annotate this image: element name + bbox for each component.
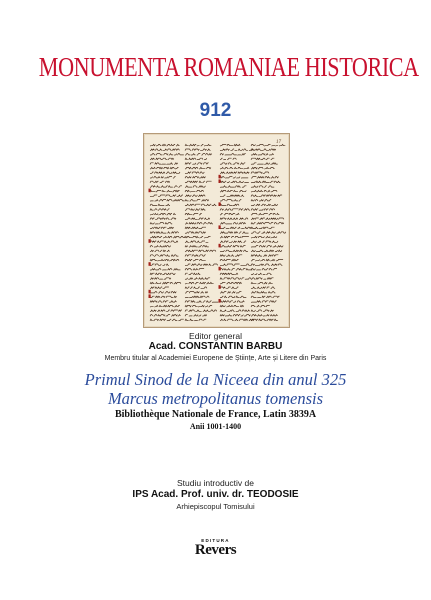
manuscript-script-line <box>220 259 239 261</box>
intro-author-name: IPS Acad. Prof. univ. dr. TEODOSIE <box>132 489 299 500</box>
manuscript-script-line <box>150 195 183 197</box>
manuscript-script-line <box>220 209 250 211</box>
intro-role: Studiu introductiv de <box>176 478 255 488</box>
manuscript-script-line <box>220 154 246 156</box>
manuscript-script-line <box>150 181 170 183</box>
manuscript-script-line <box>251 200 271 202</box>
manuscript-script-line <box>220 218 248 220</box>
manuscript-script-line <box>251 186 274 188</box>
manuscript-script-line <box>220 149 253 151</box>
series-title: MONUMENTA ROMANIAE HISTORICA <box>38 52 419 82</box>
manuscript-initial <box>149 189 151 193</box>
manuscript-script-line <box>220 269 252 271</box>
manuscript-script-line <box>150 167 179 169</box>
manuscript-script-line <box>185 144 211 146</box>
manuscript-script-line <box>185 181 212 183</box>
manuscript-initial <box>219 175 221 179</box>
manuscript-script-line <box>150 149 180 151</box>
manuscript-script-line <box>220 255 242 257</box>
manuscript-script-line <box>220 236 249 238</box>
manuscript-script-line <box>251 223 284 225</box>
manuscript-script-line <box>220 167 249 169</box>
manuscript-script-line <box>251 246 283 248</box>
publisher-label: EDITURA <box>201 538 230 543</box>
manuscript-initial <box>219 179 221 183</box>
manuscript-script-line <box>220 273 238 275</box>
manuscript-script-line <box>220 223 246 225</box>
manuscript-script-line <box>150 227 174 229</box>
manuscript-script-line <box>220 250 248 252</box>
manuscript-script-line <box>185 209 205 211</box>
manuscript-script-line <box>185 315 207 317</box>
manuscript-script-line <box>251 154 274 156</box>
manuscript-script-line <box>220 186 246 188</box>
manuscript-script-line <box>150 144 180 146</box>
manuscript-script-line <box>185 163 209 165</box>
manuscript-initial <box>219 285 221 289</box>
manuscript-script-line <box>220 310 250 312</box>
manuscript-script-line <box>150 209 170 211</box>
manuscript-script-line <box>220 278 251 280</box>
manuscript-page-number: 17 <box>276 140 281 145</box>
manuscript-script-line <box>220 296 246 298</box>
manuscript-script-line <box>251 209 275 211</box>
manuscript-script-line <box>185 246 209 248</box>
manuscript-script-line <box>185 200 209 202</box>
manuscript-initial <box>219 225 221 229</box>
manuscript-initial <box>219 299 221 303</box>
manuscript-initial <box>149 290 151 294</box>
manuscript-script-line <box>251 158 274 160</box>
publisher-logo: Revers <box>194 542 237 558</box>
manuscript-script-line <box>220 227 251 229</box>
manuscript-script-line <box>150 282 181 284</box>
manuscript-script-line <box>251 273 272 275</box>
manuscript-script-line <box>251 213 279 215</box>
manuscript-script-line <box>220 172 249 174</box>
manuscript-script-line <box>185 287 207 289</box>
manuscript-script-line <box>150 218 176 220</box>
manuscript-script-line <box>150 223 172 225</box>
manuscript-script-line <box>220 282 242 284</box>
manuscript-script-line <box>220 213 239 215</box>
manuscript-script-line <box>220 190 246 192</box>
manuscript-script-line <box>251 167 275 169</box>
manuscript-initial <box>219 267 221 271</box>
manuscript-script-line <box>185 250 216 252</box>
manuscript-script-line <box>251 319 278 321</box>
manuscript-initial <box>149 239 151 243</box>
manuscript-script-line <box>185 195 205 197</box>
manuscript-script-line <box>220 287 238 289</box>
manuscript-script-line <box>185 273 200 275</box>
manuscript-script-line <box>185 278 210 280</box>
manuscript-script-line <box>150 264 169 266</box>
manuscript-script-line <box>185 236 211 238</box>
manuscript-script-line <box>150 177 176 179</box>
manuscript-script-line <box>185 301 218 303</box>
manuscript-script-line <box>220 241 246 243</box>
manuscript-script-line <box>150 213 176 215</box>
manuscript-script-line <box>251 227 275 229</box>
manuscript-script-line <box>220 292 241 294</box>
manuscript-script-line <box>251 181 280 183</box>
manuscript-script-line <box>150 158 174 160</box>
manuscript-script-line <box>220 181 249 183</box>
manuscript-script-line <box>220 264 252 266</box>
manuscript-script-line <box>251 255 278 257</box>
manuscript-script-line <box>220 301 244 303</box>
manuscript-initial <box>149 262 151 266</box>
manuscript-script-line <box>150 204 170 206</box>
manuscript-script-line <box>185 264 218 266</box>
manuscript-script-line <box>150 250 170 252</box>
manuscript-script-line <box>251 149 276 151</box>
editor-name: Acad. CONSTANTIN BARBU <box>148 341 283 352</box>
manuscript-script-line <box>150 154 184 156</box>
manuscript-script-line <box>251 204 278 206</box>
manuscript-script-line <box>150 232 179 234</box>
manuscript-script-line <box>150 190 180 192</box>
manuscript-script-line <box>251 218 284 220</box>
manuscript-script-line <box>150 255 178 257</box>
manuscript-script-line <box>185 218 210 220</box>
manuscript-script-line <box>251 163 278 165</box>
manuscript-script-line <box>185 305 212 307</box>
manuscript-script-line <box>251 177 279 179</box>
manuscript-script-line <box>150 163 178 165</box>
manuscript-script-line <box>185 177 206 179</box>
work-title-line1: Primul Sinod de la Niceea din anul 325 <box>84 370 347 389</box>
manuscript-script-line <box>220 163 245 165</box>
manuscript-script-line <box>185 269 204 271</box>
manuscript-page-svg <box>144 134 289 327</box>
manuscript-script-line <box>251 305 270 307</box>
volume-number: 912 <box>199 100 232 121</box>
manuscript-script-line <box>150 315 180 317</box>
manuscript-script-line <box>251 190 277 192</box>
manuscript-script-line <box>251 269 277 271</box>
manuscript-script-line <box>150 319 184 321</box>
manuscript-script-line <box>150 241 178 243</box>
manuscript-script-line <box>150 236 185 238</box>
manuscript-initial <box>219 244 221 248</box>
manuscript-script-line <box>220 200 241 202</box>
editor-description: Membru titular al Academiei Europene de Științe, Arte și Litere din Paris <box>104 355 327 362</box>
manuscript-script-line <box>220 177 248 179</box>
manuscript-script-line <box>220 305 244 307</box>
manuscript-script-line <box>150 172 180 174</box>
editor-role: Editor general <box>189 331 242 341</box>
manuscript-script-line <box>251 195 282 197</box>
manuscript-image <box>143 133 290 328</box>
manuscript-script-line <box>185 204 216 206</box>
manuscript-script-line <box>150 287 169 289</box>
manuscript-script-line <box>150 269 180 271</box>
manuscript-script-line <box>185 213 202 215</box>
manuscript-script-line <box>150 296 177 298</box>
manuscript-script-line <box>150 305 180 307</box>
manuscript-script-line <box>150 200 185 202</box>
manuscript-script-line <box>220 232 249 234</box>
manuscript-initial <box>149 294 151 298</box>
manuscript-script-line <box>251 282 273 284</box>
manuscript-source: Bibliothèque Nationale de France, Latin 3839A <box>114 409 317 420</box>
manuscript-script-line <box>251 296 280 298</box>
manuscript-script-line <box>185 292 208 294</box>
manuscript-script-line <box>185 255 206 257</box>
manuscript-script-line <box>185 223 213 225</box>
manuscript-years: Anii 1001-1400 <box>189 422 242 431</box>
manuscript-script-line <box>251 301 277 303</box>
manuscript-script-line <box>150 310 182 312</box>
manuscript-script-line <box>220 204 239 206</box>
manuscript-script-line <box>185 172 204 174</box>
manuscript-script-line <box>251 236 277 238</box>
manuscript-script-line <box>185 259 206 261</box>
manuscript-script-line <box>220 195 244 197</box>
manuscript-script-line <box>220 315 250 317</box>
manuscript-script-line <box>251 232 286 234</box>
manuscript-script-line <box>220 158 236 160</box>
manuscript-script-line <box>150 292 176 294</box>
manuscript-script-line <box>251 315 278 317</box>
manuscript-script-line <box>185 167 211 169</box>
manuscript-script-line <box>150 278 171 280</box>
manuscript-script-line <box>185 186 206 188</box>
manuscript-script-line <box>220 246 246 248</box>
manuscript-script-line <box>251 172 269 174</box>
work-title-line2: Marcus metropolitanus tomensis <box>107 389 324 408</box>
manuscript-script-line <box>251 264 282 266</box>
manuscript-script-line <box>150 301 176 303</box>
manuscript-script-line <box>185 319 206 321</box>
manuscript-script-line <box>251 259 283 261</box>
manuscript-script-line <box>220 144 240 146</box>
manuscript-script-line <box>185 310 217 312</box>
manuscript-script-line <box>251 287 275 289</box>
manuscript-script-line <box>185 282 214 284</box>
manuscript-script-line <box>251 310 274 312</box>
manuscript-script-line <box>150 273 175 275</box>
manuscript-script-line <box>150 186 182 188</box>
manuscript-script-line <box>185 296 209 298</box>
manuscript-script-line <box>150 259 179 261</box>
manuscript-script-line <box>185 149 211 151</box>
manuscript-script-line <box>251 250 282 252</box>
manuscript-script-line <box>251 292 275 294</box>
manuscript-script-line <box>185 227 206 229</box>
manuscript-script-line <box>251 241 278 243</box>
manuscript-script-line <box>251 278 274 280</box>
manuscript-script-line <box>185 241 208 243</box>
intro-author-description: Arhiepiscopul Tomisului <box>176 502 255 511</box>
manuscript-script-line <box>185 158 207 160</box>
manuscript-script-line <box>185 232 206 234</box>
manuscript-script-line <box>185 190 204 192</box>
manuscript-script-line <box>220 319 254 321</box>
manuscript-initial <box>219 202 221 206</box>
manuscript-script-line <box>150 246 171 248</box>
manuscript-script-line <box>185 154 212 156</box>
